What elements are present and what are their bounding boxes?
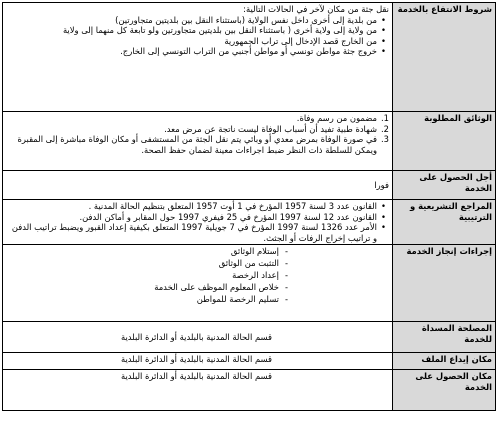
row-label-file-deposit: مكان إيداع الملف	[393, 353, 496, 370]
obtain-location-value: قسم الحالة المدنية بالبلدية أو الدائرة البلدية	[3, 370, 393, 411]
table-row	[3, 171, 496, 200]
list-item: 1. مضمون من رسم وفاة.	[296, 113, 389, 123]
list-item: 2. شهادة طبية تفيد أن أسباب الوفاة ليست ناتجة عن مرض معد.	[164, 123, 389, 134]
row-label-documents: الوثائق المطلوبة	[393, 112, 496, 171]
table-row	[3, 322, 496, 353]
list-item: - التثبت من الوثائق	[6, 258, 279, 270]
row-label-references: المراجع التشريعية و الترتيبية	[393, 200, 496, 245]
conditions-list	[6, 15, 389, 57]
service-provider-value: قسم الحالة المدنية بالبلدية أو الدائرة البلدية	[3, 322, 393, 353]
list-item: • من بلدية إلى أخرى داخل نفس الولاية (باستثناء النقل بين بلديتين متجاورتين)	[6, 15, 377, 26]
documents-content	[3, 112, 393, 171]
list-item: 3. في صورة الوفاة بمرض معدي أو وبائي يتم نقل الجثة من المستشفى أو مكان الوفاة مباشرة إلى المقبرة ويمكن للسلطة ذات النظر ضبط اجراءات معينة لضمان حفظ الصحة.	[17, 134, 389, 155]
list-item: • القانون عدد 3 لسنة 1957 المؤرخ في 1 أوت 1957 المتعلق بتنظيم الحالة المدنية .	[6, 201, 377, 212]
procedures-list	[6, 246, 389, 305]
table-row	[3, 245, 496, 322]
conditions-intro: نقل جثة من مكان لآخر في الحالات التالية:	[243, 4, 389, 14]
table-row	[3, 112, 496, 171]
row-label-service-provider: المصلحة المسداة للخدمة	[393, 322, 496, 353]
list-item: - خلاص المعلوم الموظف على الخدمة	[6, 282, 279, 294]
deadline-value: فورا	[3, 171, 393, 200]
table-row	[3, 200, 496, 245]
list-item: - إعداد الرخصة	[6, 270, 279, 282]
row-label-obtain-location: مكان الحصول على الخدمة	[393, 370, 496, 411]
references-list	[6, 201, 389, 243]
file-deposit-value: قسم الحالة المدنية بالبلدية أو الدائرة البلدية	[3, 353, 393, 370]
list-item: • القانون عدد 12 لسنة 1997 المؤرخ في 25 فيفري 1997 حول المقابر و أماكن الدفن.	[6, 212, 377, 223]
table-row	[3, 370, 496, 411]
list-item: - تسليم الرخصة للمواطن	[6, 294, 279, 306]
row-label-conditions: شروط الانتفاع بالخدمة	[393, 3, 496, 112]
procedures-content	[3, 245, 393, 322]
list-item: • الأمر عدد 1326 لسنة 1997 المؤرخ في 7 جويلية 1997 المتعلق بكيفية إعداد القبور ويضبط تراتيب الدفن و تراتيب إخراج الرفات أو الجثث.	[6, 222, 377, 243]
table-row	[3, 353, 496, 370]
list-item: • من ولاية إلى ولاية أخرى ( باستثناء النقل بين بلديتين متجاورتين ولو تابعة كل منهما إلى ولاية	[6, 25, 377, 36]
table-row	[3, 3, 496, 112]
row-label-deadline: أجل الحصول على الخدمة	[393, 171, 496, 200]
service-table	[2, 2, 496, 411]
list-item: • من الخارج قصد الإدخال إلى تراب الجمهورية	[6, 36, 377, 47]
list-item: - إستلام الوثائق	[6, 246, 279, 258]
documents-list	[6, 113, 389, 155]
row-label-procedures: إجراءات إنجاز الخدمة	[393, 245, 496, 322]
references-content	[3, 200, 393, 245]
list-item: • خروج جثة مواطن تونسي أو مواطن أجنبي من التراب التونسي إلى الخارج.	[6, 46, 377, 57]
conditions-content	[3, 3, 393, 112]
